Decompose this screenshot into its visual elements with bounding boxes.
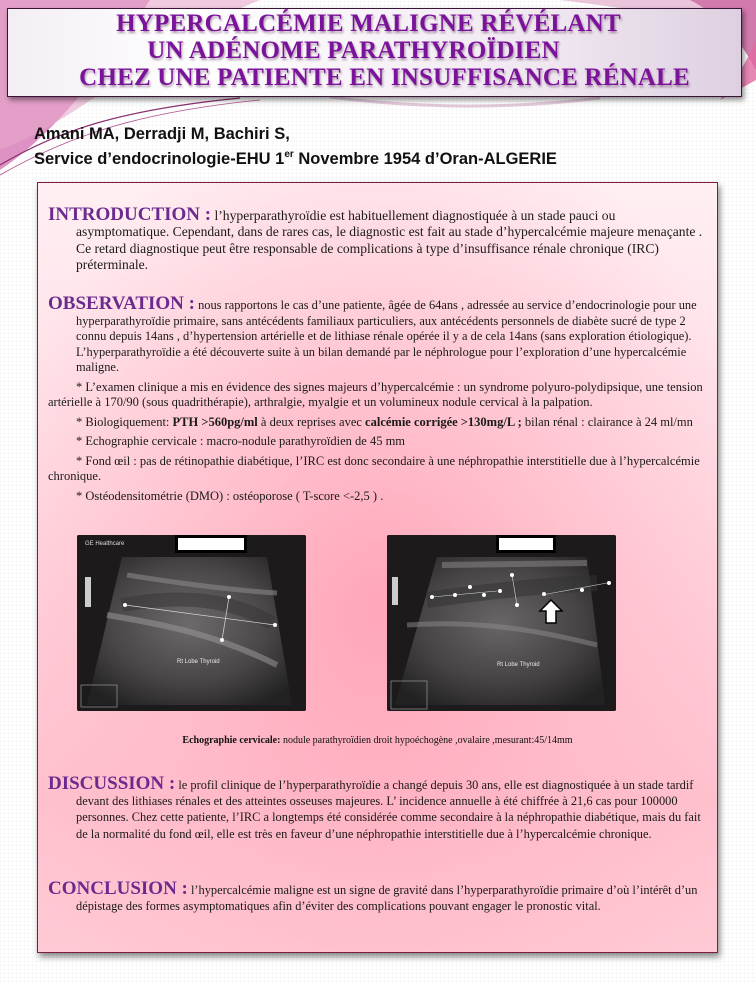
observation-section [48, 293, 708, 504]
caption-text: nodule parathyroïdien droit hypoéchogène ,ovalaire ,mesurant:45/14mm [280, 735, 573, 746]
title-line-3: CHEZ UNE PATIENTE EN INSUFFISANCE RÉNALE [79, 64, 690, 91]
conclusion-heading: CONCLUSION : [48, 878, 188, 899]
bio-pth: PTH >560pg/ml [172, 414, 258, 429]
poster-title [7, 8, 742, 97]
discussion-heading: DISCUSSION : [48, 773, 176, 794]
discussion-text: le profil clinique de l’hyperparathyroïdie a changé depuis 30 ans, elle est diagnostiquée à un stade tardif devant des lithiases rénales et des atteintes osseuses majeures. L’ incidence annuelle à été chiffrée à 21,6 cas pour 100000 personnes. Chez cette patiente, l’IRC a longtemps été considérée comme secondaire à la néphropathie diabétique, mais du fait de la normalité du fond œil, elle est très en faveur d’une néphropathie interstitielle due à l’hypercalcémie chronique. [76, 778, 701, 841]
discussion-section [48, 773, 708, 842]
redaction-bar [496, 535, 556, 553]
observation-dmo: * Ostéodensitométrie (DMO) : ostéoporose ( T-score <-2,5 ) . [76, 488, 384, 503]
affiliation-prefix: Service d’endocrinologie-EHU 1 [34, 150, 285, 168]
figure-caption [38, 735, 717, 746]
redaction-bar [175, 535, 247, 553]
affiliation [34, 147, 557, 172]
ultrasound-image-2 [387, 535, 616, 711]
introduction-section [48, 204, 708, 274]
ultrasound-1-label: Rt Lobe Thyroid [177, 659, 220, 665]
observation-text: nous rapportons le cas d’une patiente, âgée de 64ans , adressée au service d’endocrinologie pour une hyperparathyroïdie primaire, sans antécédents familiaux particuliers, aux antécédents personnels de diabète sucré de type 2 connu depuis 14ans , d’hypertension artérielle et de lithiase rénale opérée il y a de cela 14ans (sans exploration étiologique). L’hyperparathyroïdie a été découverte suite à un bilan demandé par le néphrologue pour l’exploration d’une hypercalcémie maligne. [76, 298, 697, 375]
introduction-heading: INTRODUCTION : [48, 204, 212, 225]
authors-block [34, 122, 557, 172]
content-box [37, 182, 718, 953]
svg-text:GE Healthcare: GE Healthcare [85, 541, 125, 547]
bio-suffix: bilan rénal : clairance à 24 ml/mn [521, 414, 693, 429]
bio-calcemia: calcémie corrigée >130mg/L ; [365, 414, 522, 429]
observation-echo: * Echographie cervicale : macro-nodule parathyroïdien de 45 mm [76, 434, 406, 449]
caption-label: Echographie cervicale: [182, 735, 281, 746]
observation-fundus: * Fond œil : pas de rétinopathie diabétique, l’IRC est donc secondaire à une néphropathie interstitielle due à l’hypercalcémie chronique. [48, 453, 700, 484]
introduction-text: l’hyperparathyroïdie est habituellement diagnostiquée à un stade pauci ou asymptomatique. Cependant, dans de rares cas, le diagnostic est fait au stade d’hypercalcémie majeure menaçante . Ce retard diagnostique peut être responsable de complications à type d’insuffisance rénale chronique (IRC) préterminale. [76, 208, 703, 273]
title-line-2: UN ADÉNOME PARATHYROÏDIEN [147, 37, 560, 64]
affiliation-sup: er [284, 149, 294, 160]
author-names: Amani MA, Derradji M, Bachiri S, [34, 125, 290, 143]
bio-prefix: * Biologiquement: [76, 414, 173, 429]
observation-biology [48, 415, 708, 431]
observation-heading: OBSERVATION : [48, 293, 195, 314]
ultrasound-2-label: Rt Lobe Thyroid [497, 662, 540, 668]
affiliation-suffix: Novembre 1954 d’Oran-ALGERIE [293, 150, 557, 168]
bio-mid: à deux reprises avec [257, 414, 366, 429]
title-line-1: HYPERCALCÉMIE MALIGNE RÉVÉLANT [116, 10, 621, 37]
conclusion-section [48, 878, 708, 914]
observation-clinical: * L’examen clinique a mis en évidence des signes majeurs d’hypercalcémie : un syndrome polyuro-polydipsique, une tension artérielle à 170/90 (sous quadrithérapie), arthralgie, myalgie et un volumineux nodule cervical à la palpation. [48, 379, 703, 410]
conclusion-text: l’hypercalcémie maligne est un signe de gravité dans l’hyperparathyroïdie primaire d’où l’intérêt d’un dépistage des formes asymptomatiques afin d’éviter des complications pouvant engager le pronostic vital. [76, 883, 698, 914]
ultrasound-image-1 [77, 535, 306, 711]
